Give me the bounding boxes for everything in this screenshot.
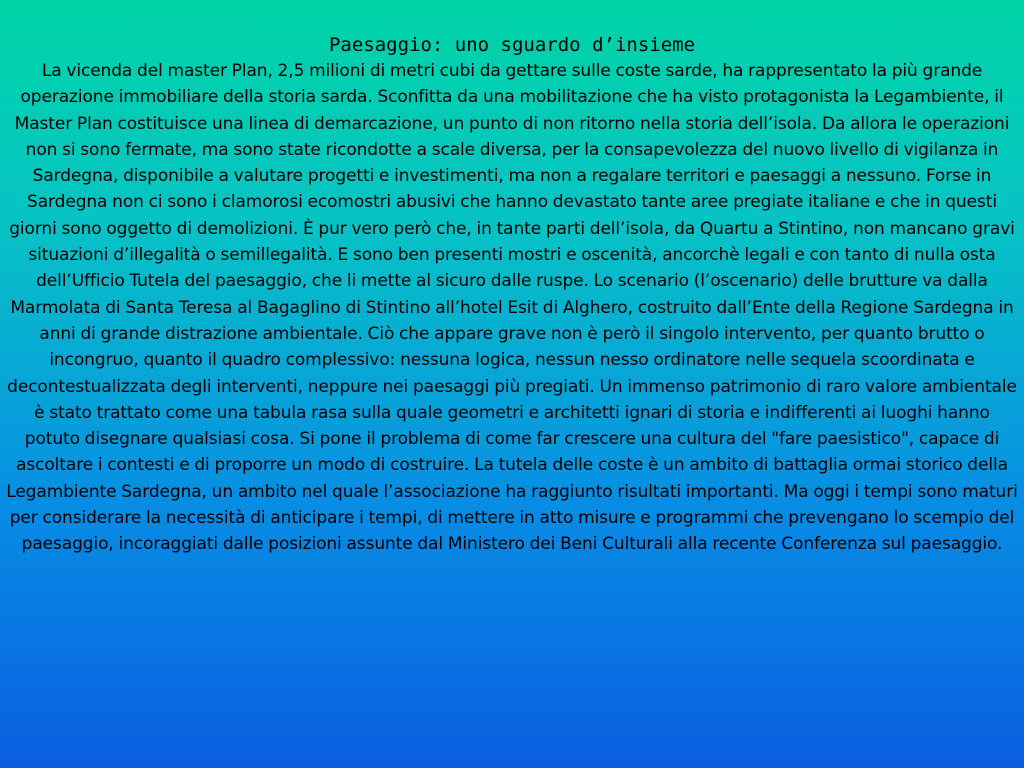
slide-content	[6, 32, 1018, 558]
slide-body-text: La vicenda del master Plan, 2,5 milioni di metri cubi da gettare sulle coste sarde, ha rappresentato la più grande operazione immobiliare della storia sarda. Sconfitta da una mobilitazione che ha visto protagonista la Legambiente, il Master Plan costituisce una linea di demarcazione, un punto di non ritorno nella storia dell’isola. Da allora le operazioni non si sono fermate, ma sono state ricondotte a scale diversa, per la consapevolezza del nuovo livello di vigilanza in Sardegna, disponibile a valutare progetti e investimenti, ma non a regalare territori e paesaggi a nessuno. Forse in Sardegna non ci sono i clamorosi ecomostri abusivi che hanno devastato tante aree pregiate italiane e che in questi giorni sono oggetto di demolizioni. È pur vero però che, in tante parti dell’isola, da Quartu a Stintino, non mancano gravi situazioni d’illegalità o semillegalità. E sono ben presenti mostri e oscenità, ancorchè legali e con tanto di nulla osta dell’Ufficio Tutela del paesaggio, che li mette al sicuro dalle ruspe. Lo scenario (l’oscenario) delle brutture va dalla Marmolata di Santa Teresa al Bagaglino di Stintino all’hotel Esit di Alghero, costruito dall’Ente della Regione Sardegna in anni di grande distrazione ambientale. Ciò che appare grave non è però il singolo intervento, per quanto brutto o incongruo, quanto il quadro complessivo: nessuna logica, nessun nesso ordinatore nelle sequela scoordinata e decontestualizzata degli interventi, neppure nei paesaggi più pregiati. Un immenso patrimonio di raro valore ambientale è stato trattato come una tabula rasa sulla quale geometri e architetti ignari di storia e indifferenti ai luoghi hanno potuto disegnare qualsiasi cosa. Si pone il problema di come far crescere una cultura del "fare paesistico", capace di ascoltare i contesti e di proporre un modo di costruire. La tutela delle coste è un ambito di battaglia ormai storico della Legambiente Sardegna, un ambito nel quale l’associazione ha raggiunto risultati importanti. Ma oggi i tempi sono maturi per considerare la necessità di anticipare i tempi, di mettere in atto misure e programmi che prevengano lo scempio del paesaggio, incoraggiati dalle posizioni assunte dal Ministero dei Beni Culturali alla recente Conferenza sul paesaggio.	[6, 61, 1018, 555]
slide-title: Paesaggio: uno sguardo d’insieme	[328, 34, 696, 56]
